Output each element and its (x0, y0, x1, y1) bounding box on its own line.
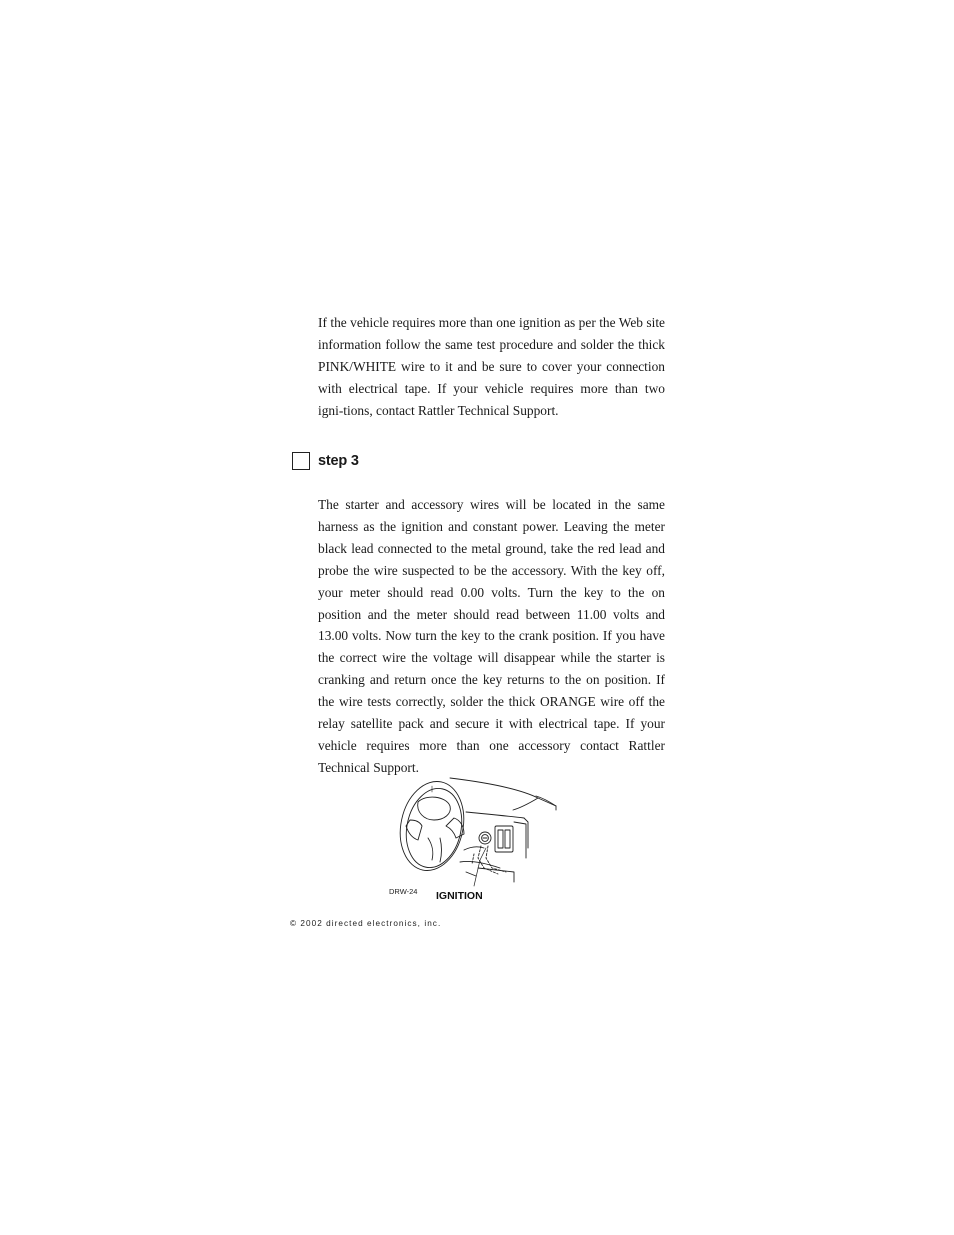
figure-code: DRW-24 (389, 887, 418, 896)
intro-paragraph: If the vehicle requires more than one ignition as per the Web site information follow the same test procedure and solder the thick PINK/WHITE wire to it and be sure to cover your connection with electrical tape. If your vehicle requires more than two igni-tions, contact Rattler Technical Support. (318, 315, 665, 418)
step-checkbox[interactable] (292, 452, 310, 470)
step-heading: step 3 (318, 453, 359, 469)
step-body-paragraph: The starter and accessory wires will be located in the same harness as the ignition and constant power. Leaving the meter black lead connected to the metal ground, take the red lead and probe the wire suspected to be the accessory. With the key off, your meter should read 0.00 volts. Turn the key to the on position and the meter should read between 11.00 volts and 13.00 volts. Now turn the key to the crank position. If you have the correct wire the voltage will disappear while the starter is cranking and return once the key returns to the on position. If the wire tests correctly, solder the thick ORANGE wire off the relay satellite pack and secure it with electrical tape. If your vehicle requires more than one accessory contact Rattler Technical Support. (318, 497, 665, 775)
copyright-footer: © 2002 directed electronics, inc. (290, 919, 442, 928)
ignition-illustration (388, 768, 568, 888)
figure-label-ignition: IGNITION (436, 890, 483, 902)
